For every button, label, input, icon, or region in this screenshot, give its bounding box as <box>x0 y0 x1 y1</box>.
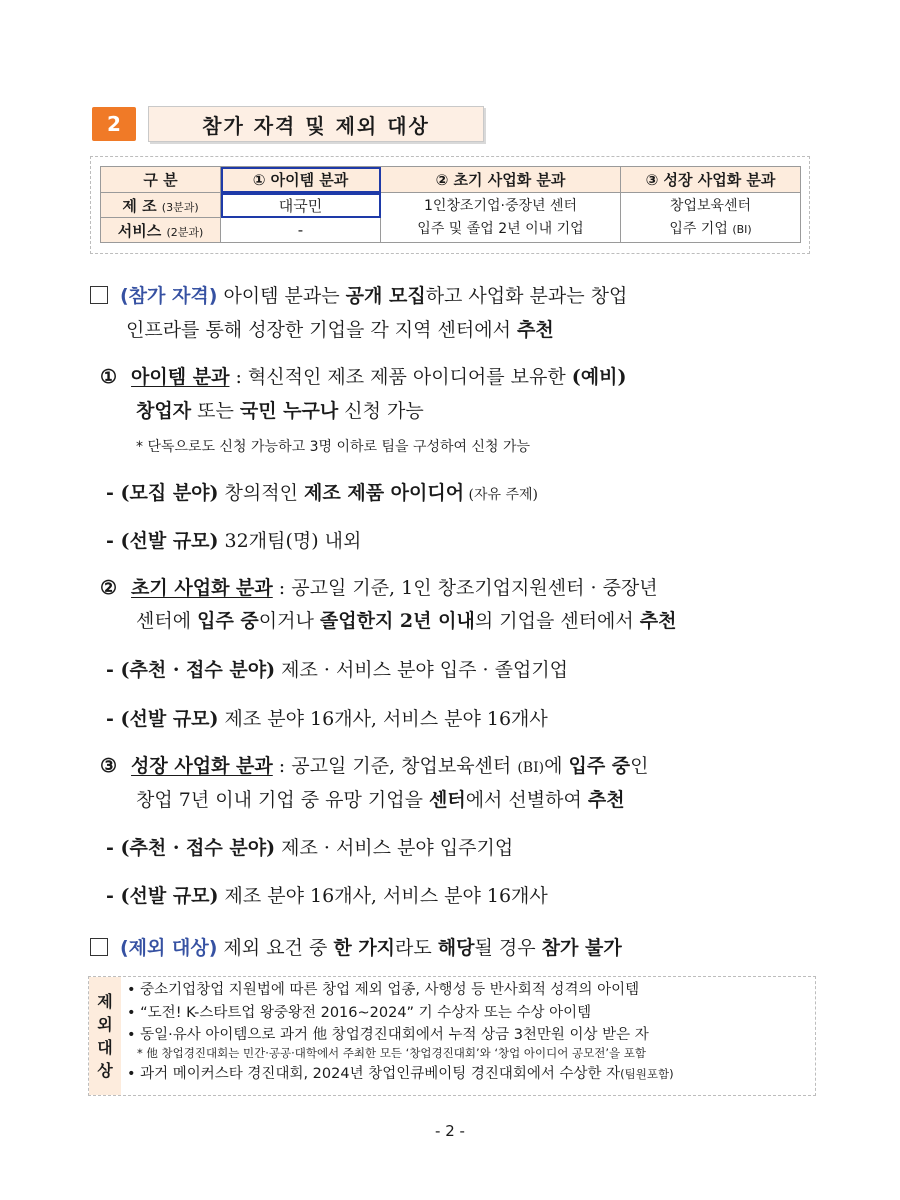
field-label: - (추천 · 접수 분야) <box>106 837 276 859</box>
checkbox-icon <box>90 286 108 304</box>
item-title: 아이템 분과 <box>131 366 230 388</box>
text: 아이템 분과는 <box>217 285 346 307</box>
growth-line-1 <box>100 751 649 778</box>
summary-table <box>100 166 801 243</box>
early-line-1 <box>100 573 658 600</box>
text: 될 경우 <box>474 937 542 959</box>
cell-text: 입주 기업 <box>669 220 728 237</box>
item-line-1 <box>100 362 626 389</box>
side-char: 외 <box>97 1015 113 1034</box>
text: : 혁신적인 제조 제품 아이디어를 보유한 <box>229 366 572 388</box>
exclusion-list <box>127 979 813 1086</box>
table-header: 구 분 <box>101 167 221 193</box>
item-field <box>106 478 538 505</box>
circled-number-3: ③ <box>100 755 118 777</box>
item-line-2 <box>136 396 424 423</box>
growth-title: 성장 사업화 분과 <box>131 755 273 777</box>
text: 제조 · 서비스 분야 입주기업 <box>275 837 514 859</box>
text-bold: (예비) <box>571 366 627 388</box>
section-title: 참가 자격 및 제외 대상 <box>148 106 484 142</box>
text: 32개팀(명) 내외 <box>218 530 362 552</box>
list-item: • 동일·유사 아이템으로 과거 他 창업경진대회에서 누적 상금 3천만원 이상 받은 자 <box>127 1027 649 1043</box>
list-sub-note: * 他 창업경진대회는 민간·공공·대학에서 주최한 모든 ‘창업경진대회’와 ‘창업 아이디어 공모전’을 포함 <box>137 1046 646 1060</box>
row-header-service <box>101 218 221 243</box>
text: 의 기업을 센터에서 <box>474 610 640 632</box>
eligibility-line-1 <box>90 281 627 308</box>
text: 창의적인 <box>218 482 305 504</box>
eligibility-line-2 <box>126 315 554 342</box>
text-bold: 공개 모집 <box>345 285 426 307</box>
text: 인 <box>630 755 649 777</box>
cell-line: 1인창조기업·중장년 센터 <box>423 197 578 214</box>
list-item <box>127 1063 813 1086</box>
item-scale <box>106 526 361 553</box>
text-bold: 추천 <box>639 610 677 632</box>
table-row <box>101 193 801 218</box>
eligibility-label: (참가 자격) <box>120 285 218 307</box>
cell-note: (BI) <box>732 222 752 236</box>
early-line-2 <box>136 606 677 633</box>
text-bold: 창업자 <box>136 400 192 422</box>
growth-field <box>106 833 513 860</box>
exclusion-line <box>90 933 622 960</box>
text: : 공고일 기준, 1인 창조기업지원센터 · 중장년 <box>272 577 658 599</box>
page-number: - 2 - <box>435 1122 465 1140</box>
table-header: ② 초기 사업화 분과 <box>381 167 621 193</box>
row-note: (3분과) <box>161 200 199 214</box>
scale-label: - (선발 규모) <box>106 530 219 552</box>
text: 창업 7년 이내 기업 중 유망 기업을 <box>136 789 429 811</box>
growth-scale <box>106 881 548 908</box>
text: 이거나 <box>258 610 320 632</box>
text: 제외 요건 중 <box>217 937 334 959</box>
text-bold: 한 가지 <box>333 937 396 959</box>
text: : 공고일 기준, 창업보육센터 <box>272 755 518 777</box>
text-bold: 입주 중 <box>197 610 259 632</box>
text-bold: 입주 중 <box>568 755 631 777</box>
exclusion-label: (제외 대상) <box>120 937 218 959</box>
text-bold: 졸업한지 2년 이내 <box>319 610 475 632</box>
field-label: - (모집 분야) <box>106 482 219 504</box>
side-char: 상 <box>97 1061 113 1080</box>
circled-number-1: ① <box>100 366 118 388</box>
text: 라도 <box>395 937 438 959</box>
exclusion-side-label <box>89 977 121 1095</box>
text: 신청 가능 <box>338 400 424 422</box>
text-bold: 참가 불가 <box>541 937 622 959</box>
text-small: (BI) <box>517 760 545 776</box>
circled-number-2: ② <box>100 577 118 599</box>
text: 제조 분야 16개사, 서비스 분야 16개사 <box>218 708 548 730</box>
row-note: (2분과) <box>166 225 204 239</box>
text: 제조 · 서비스 분야 입주 · 졸업기업 <box>275 659 569 681</box>
growth-line-2 <box>136 785 625 812</box>
list-item: • “도전! K-스타트업 왕중왕전 2016~2024” 기 수상자 또는 수상 아이템 <box>127 1005 592 1021</box>
early-field <box>106 655 568 682</box>
text: 에 <box>544 755 569 777</box>
item-note: * 단독으로도 신청 가능하고 3명 이하로 팀을 구성하여 신청 가능 <box>136 439 531 455</box>
cell-line: 창업보육센터 <box>669 197 752 214</box>
text-small: (팀원포함) <box>620 1067 674 1081</box>
text-bold: 국민 누구나 <box>239 400 339 422</box>
text: 제조 분야 16개사, 서비스 분야 16개사 <box>218 885 548 907</box>
text: 인프라를 통해 성장한 기업을 각 지역 센터에서 <box>126 319 518 341</box>
section-number: 2 <box>92 107 136 141</box>
cell-line <box>621 218 800 241</box>
scale-label: - (선발 규모) <box>106 885 219 907</box>
table-cell-early <box>381 193 621 243</box>
text-bold: 센터 <box>428 789 466 811</box>
row-label: 제 조 <box>122 196 157 215</box>
early-scale <box>106 704 548 731</box>
scale-label: - (선발 규모) <box>106 708 219 730</box>
section-header <box>92 106 484 142</box>
text: • 과거 메이커스타 경진대회, 2024년 창업인큐베이팅 경진대회에서 수상한 자 <box>127 1066 621 1082</box>
table-cell: - <box>221 218 381 243</box>
side-char: 제 <box>97 992 113 1011</box>
table-header: ③ 성장 사업화 분과 <box>621 167 801 193</box>
text: 또는 <box>191 400 240 422</box>
list-item: • 중소기업창업 지원법에 따른 창업 제외 업종, 사행성 등 반사회적 성격의 아이템 <box>127 982 640 998</box>
row-label: 서비스 <box>117 221 162 240</box>
row-header-manufacturing <box>101 193 221 218</box>
text-bold: 제조 제품 아이디어 <box>304 482 465 504</box>
text-small: (자유 주제) <box>464 487 538 503</box>
text-bold: 해당 <box>437 937 475 959</box>
checkbox-icon <box>90 938 108 956</box>
table-cell-growth <box>621 193 801 243</box>
text: 에서 선별하여 <box>465 789 588 811</box>
table-header: ① 아이템 분과 <box>221 167 381 193</box>
field-label: - (추천 · 접수 분야) <box>106 659 276 681</box>
cell-line: 입주 및 졸업 2년 이내 기업 <box>417 220 584 237</box>
table-header-row <box>101 167 801 193</box>
text: 센터에 <box>136 610 198 632</box>
side-char: 대 <box>97 1038 113 1057</box>
early-title: 초기 사업화 분과 <box>131 577 273 599</box>
text-bold: 추천 <box>517 319 554 341</box>
exclusion-box <box>88 976 816 1096</box>
text: 하고 사업화 분과는 창업 <box>425 285 628 307</box>
text-bold: 추천 <box>587 789 625 811</box>
table-cell: 대국민 <box>221 193 381 218</box>
